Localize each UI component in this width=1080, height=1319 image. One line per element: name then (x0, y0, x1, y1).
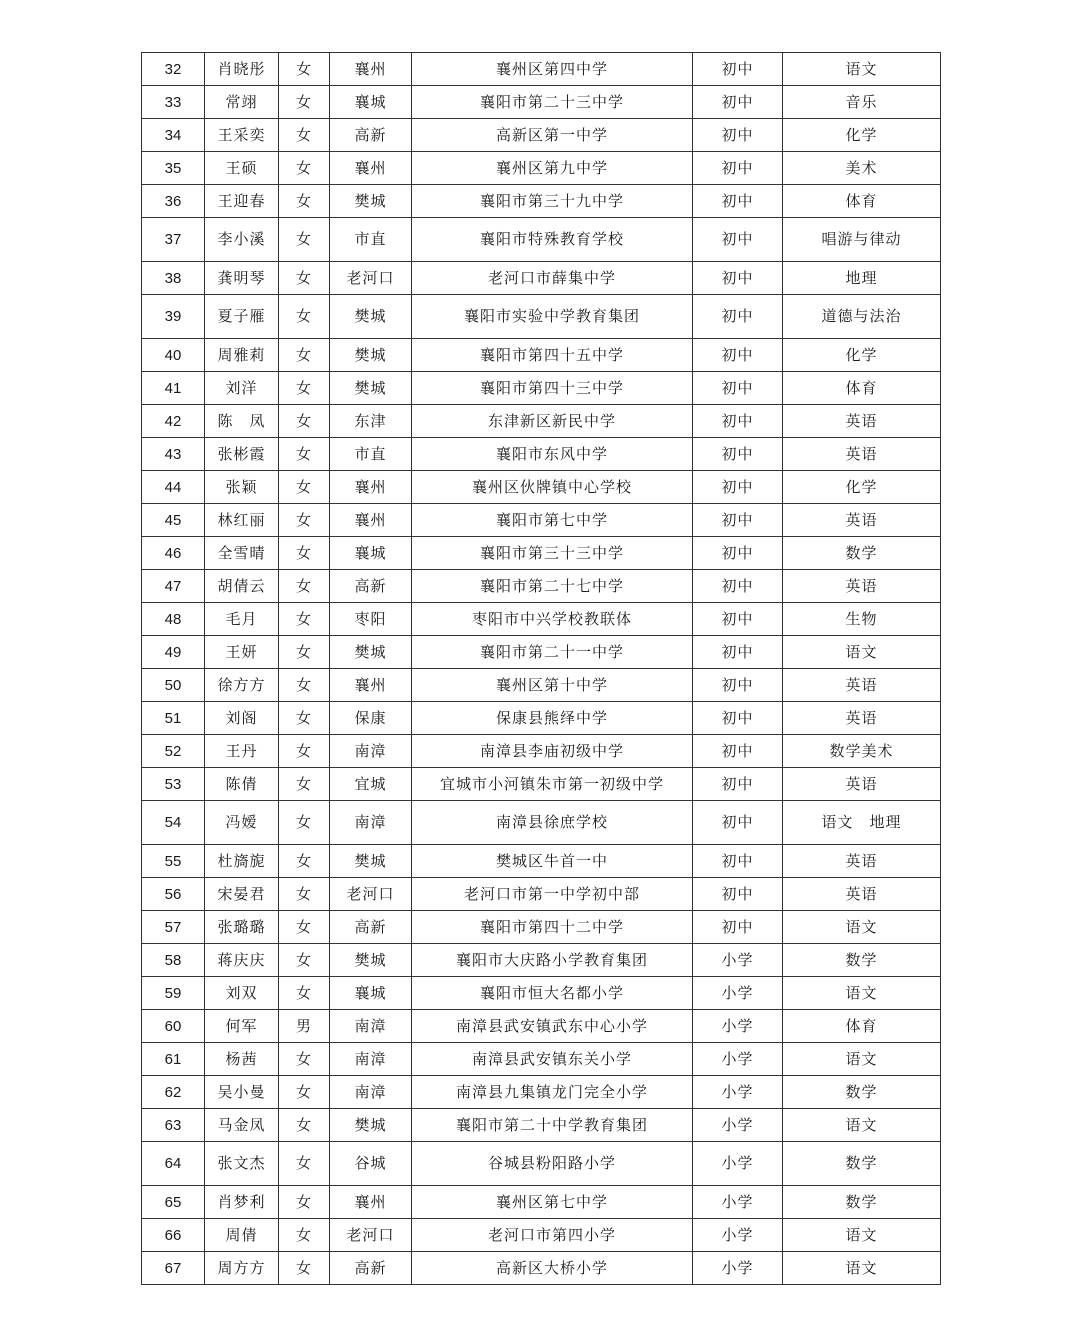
cell-level: 小学 (693, 1109, 783, 1142)
cell-gender: 女 (279, 977, 330, 1010)
table-row (142, 768, 941, 801)
cell-number: 44 (142, 471, 205, 504)
cell-subject: 体育 (783, 185, 941, 218)
cell-school: 樊城区牛首一中 (412, 845, 693, 878)
cell-number: 46 (142, 537, 205, 570)
cell-name: 周倩 (205, 1219, 279, 1252)
cell-level: 初中 (693, 152, 783, 185)
cell-school: 南漳县李庙初级中学 (412, 735, 693, 768)
cell-level: 小学 (693, 1186, 783, 1219)
cell-level: 初中 (693, 570, 783, 603)
cell-number: 56 (142, 878, 205, 911)
cell-gender: 女 (279, 185, 330, 218)
cell-gender: 女 (279, 878, 330, 911)
cell-subject: 数学 (783, 944, 941, 977)
table-row (142, 471, 941, 504)
cell-level: 初中 (693, 295, 783, 339)
cell-name: 马金凤 (205, 1109, 279, 1142)
cell-level: 初中 (693, 636, 783, 669)
cell-subject: 语文 (783, 1043, 941, 1076)
cell-gender: 女 (279, 1252, 330, 1285)
cell-subject: 美术 (783, 152, 941, 185)
cell-number: 40 (142, 339, 205, 372)
cell-name: 王迎春 (205, 185, 279, 218)
cell-level: 初中 (693, 339, 783, 372)
cell-region: 南漳 (330, 735, 412, 768)
cell-level: 初中 (693, 504, 783, 537)
cell-gender: 女 (279, 669, 330, 702)
cell-region: 南漳 (330, 1076, 412, 1109)
cell-name: 刘双 (205, 977, 279, 1010)
table-row (142, 438, 941, 471)
cell-subject: 英语 (783, 845, 941, 878)
cell-gender: 女 (279, 119, 330, 152)
cell-school: 襄阳市恒大名都小学 (412, 977, 693, 1010)
table-row (142, 152, 941, 185)
cell-number: 32 (142, 53, 205, 86)
table-row (142, 295, 941, 339)
cell-gender: 女 (279, 339, 330, 372)
cell-gender: 男 (279, 1010, 330, 1043)
cell-level: 初中 (693, 537, 783, 570)
cell-name: 肖梦利 (205, 1186, 279, 1219)
cell-gender: 女 (279, 1219, 330, 1252)
cell-subject: 唱游与律动 (783, 218, 941, 262)
cell-school: 谷城县粉阳路小学 (412, 1142, 693, 1186)
table-row (142, 735, 941, 768)
cell-name: 徐方方 (205, 669, 279, 702)
cell-name: 周雅莉 (205, 339, 279, 372)
cell-level: 初中 (693, 262, 783, 295)
cell-subject: 英语 (783, 570, 941, 603)
cell-number: 61 (142, 1043, 205, 1076)
cell-level: 初中 (693, 471, 783, 504)
cell-region: 南漳 (330, 801, 412, 845)
cell-gender: 女 (279, 1076, 330, 1109)
table-row (142, 1252, 941, 1285)
cell-name: 毛月 (205, 603, 279, 636)
cell-subject: 数学美术 (783, 735, 941, 768)
cell-gender: 女 (279, 603, 330, 636)
cell-gender: 女 (279, 405, 330, 438)
cell-subject: 英语 (783, 504, 941, 537)
cell-number: 37 (142, 218, 205, 262)
cell-name: 张璐璐 (205, 911, 279, 944)
cell-region: 樊城 (330, 339, 412, 372)
cell-subject: 英语 (783, 878, 941, 911)
cell-school: 老河口市第一中学初中部 (412, 878, 693, 911)
table-row (142, 119, 941, 152)
cell-region: 枣阳 (330, 603, 412, 636)
cell-gender: 女 (279, 944, 330, 977)
cell-region: 高新 (330, 570, 412, 603)
cell-level: 初中 (693, 438, 783, 471)
cell-gender: 女 (279, 768, 330, 801)
cell-region: 宜城 (330, 768, 412, 801)
cell-region: 襄州 (330, 471, 412, 504)
cell-number: 45 (142, 504, 205, 537)
cell-level: 初中 (693, 372, 783, 405)
cell-region: 襄州 (330, 504, 412, 537)
cell-subject: 语文 (783, 1109, 941, 1142)
cell-name: 周方方 (205, 1252, 279, 1285)
cell-subject: 语文 地理 (783, 801, 941, 845)
cell-name: 王采奕 (205, 119, 279, 152)
cell-gender: 女 (279, 504, 330, 537)
cell-level: 小学 (693, 1076, 783, 1109)
cell-number: 57 (142, 911, 205, 944)
cell-name: 夏子雁 (205, 295, 279, 339)
cell-number: 42 (142, 405, 205, 438)
cell-gender: 女 (279, 262, 330, 295)
cell-number: 39 (142, 295, 205, 339)
cell-school: 襄州区第九中学 (412, 152, 693, 185)
cell-level: 小学 (693, 1142, 783, 1186)
table-row (142, 339, 941, 372)
table-row (142, 944, 941, 977)
cell-school: 襄阳市第三十九中学 (412, 185, 693, 218)
cell-name: 冯嫒 (205, 801, 279, 845)
cell-gender: 女 (279, 1142, 330, 1186)
cell-gender: 女 (279, 471, 330, 504)
cell-number: 65 (142, 1186, 205, 1219)
cell-gender: 女 (279, 1186, 330, 1219)
cell-region: 樊城 (330, 944, 412, 977)
cell-gender: 女 (279, 295, 330, 339)
table-row (142, 911, 941, 944)
roster-body (142, 53, 941, 1285)
cell-level: 初中 (693, 845, 783, 878)
cell-gender: 女 (279, 218, 330, 262)
cell-region: 樊城 (330, 372, 412, 405)
cell-level: 初中 (693, 86, 783, 119)
cell-school: 襄阳市东风中学 (412, 438, 693, 471)
table-row (142, 405, 941, 438)
cell-subject: 英语 (783, 438, 941, 471)
cell-school: 襄阳市第七中学 (412, 504, 693, 537)
cell-gender: 女 (279, 570, 330, 603)
cell-region: 高新 (330, 119, 412, 152)
cell-school: 襄阳市第四十五中学 (412, 339, 693, 372)
cell-gender: 女 (279, 845, 330, 878)
table-row (142, 1219, 941, 1252)
cell-number: 58 (142, 944, 205, 977)
table-row (142, 702, 941, 735)
cell-school: 枣阳市中兴学校教联体 (412, 603, 693, 636)
cell-name: 蒋庆庆 (205, 944, 279, 977)
cell-number: 55 (142, 845, 205, 878)
cell-subject: 英语 (783, 768, 941, 801)
cell-number: 67 (142, 1252, 205, 1285)
cell-subject: 语文 (783, 911, 941, 944)
cell-subject: 体育 (783, 1010, 941, 1043)
cell-subject: 化学 (783, 339, 941, 372)
table-row (142, 1010, 941, 1043)
cell-number: 49 (142, 636, 205, 669)
cell-school: 襄阳市大庆路小学教育集团 (412, 944, 693, 977)
cell-subject: 英语 (783, 702, 941, 735)
cell-region: 谷城 (330, 1142, 412, 1186)
cell-school: 襄阳市第二十七中学 (412, 570, 693, 603)
cell-level: 初中 (693, 405, 783, 438)
cell-school: 老河口市薛集中学 (412, 262, 693, 295)
cell-level: 小学 (693, 1010, 783, 1043)
cell-level: 初中 (693, 119, 783, 152)
table-row (142, 1076, 941, 1109)
table-row (142, 1109, 941, 1142)
cell-region: 东津 (330, 405, 412, 438)
cell-region: 樊城 (330, 636, 412, 669)
cell-subject: 化学 (783, 471, 941, 504)
cell-number: 54 (142, 801, 205, 845)
cell-region: 市直 (330, 218, 412, 262)
cell-level: 初中 (693, 603, 783, 636)
cell-level: 初中 (693, 218, 783, 262)
cell-gender: 女 (279, 53, 330, 86)
cell-region: 樊城 (330, 845, 412, 878)
cell-subject: 英语 (783, 669, 941, 702)
cell-subject: 数学 (783, 1076, 941, 1109)
cell-number: 38 (142, 262, 205, 295)
cell-region: 襄州 (330, 1186, 412, 1219)
cell-level: 初中 (693, 53, 783, 86)
cell-name: 龚明琴 (205, 262, 279, 295)
cell-level: 初中 (693, 669, 783, 702)
cell-number: 66 (142, 1219, 205, 1252)
cell-school: 南漳县武安镇武东中心小学 (412, 1010, 693, 1043)
cell-name: 吴小曼 (205, 1076, 279, 1109)
cell-gender: 女 (279, 702, 330, 735)
cell-region: 襄城 (330, 977, 412, 1010)
table-row (142, 669, 941, 702)
cell-region: 襄城 (330, 86, 412, 119)
cell-school: 襄州区第十中学 (412, 669, 693, 702)
cell-name: 刘洋 (205, 372, 279, 405)
cell-gender: 女 (279, 86, 330, 119)
cell-name: 张文杰 (205, 1142, 279, 1186)
cell-subject: 道德与法治 (783, 295, 941, 339)
cell-number: 64 (142, 1142, 205, 1186)
cell-name: 陈 凤 (205, 405, 279, 438)
cell-region: 襄州 (330, 669, 412, 702)
cell-level: 初中 (693, 702, 783, 735)
cell-name: 王硕 (205, 152, 279, 185)
cell-number: 53 (142, 768, 205, 801)
cell-name: 全雪晴 (205, 537, 279, 570)
table-row (142, 1043, 941, 1076)
table-row (142, 53, 941, 86)
cell-gender: 女 (279, 636, 330, 669)
table-row (142, 372, 941, 405)
cell-school: 襄阳市第二十三中学 (412, 86, 693, 119)
cell-number: 62 (142, 1076, 205, 1109)
cell-name: 胡倩云 (205, 570, 279, 603)
cell-school: 南漳县武安镇东关小学 (412, 1043, 693, 1076)
table-row (142, 603, 941, 636)
table-row (142, 218, 941, 262)
cell-number: 34 (142, 119, 205, 152)
cell-gender: 女 (279, 152, 330, 185)
cell-name: 张颖 (205, 471, 279, 504)
table-row (142, 185, 941, 218)
table-row (142, 262, 941, 295)
cell-level: 小学 (693, 1043, 783, 1076)
cell-level: 小学 (693, 1252, 783, 1285)
cell-school: 东津新区新民中学 (412, 405, 693, 438)
cell-subject: 语文 (783, 1219, 941, 1252)
cell-school: 高新区大桥小学 (412, 1252, 693, 1285)
cell-school: 襄州区伙牌镇中心学校 (412, 471, 693, 504)
cell-number: 63 (142, 1109, 205, 1142)
cell-region: 南漳 (330, 1043, 412, 1076)
cell-subject: 数学 (783, 1142, 941, 1186)
cell-school: 南漳县徐庶学校 (412, 801, 693, 845)
cell-gender: 女 (279, 1043, 330, 1076)
cell-number: 43 (142, 438, 205, 471)
cell-school: 襄阳市第四十二中学 (412, 911, 693, 944)
cell-region: 樊城 (330, 185, 412, 218)
cell-name: 王丹 (205, 735, 279, 768)
cell-number: 50 (142, 669, 205, 702)
table-row (142, 86, 941, 119)
cell-number: 35 (142, 152, 205, 185)
cell-school: 宜城市小河镇朱市第一初级中学 (412, 768, 693, 801)
cell-school: 襄州区第四中学 (412, 53, 693, 86)
cell-level: 小学 (693, 944, 783, 977)
cell-number: 36 (142, 185, 205, 218)
cell-level: 初中 (693, 768, 783, 801)
cell-region: 樊城 (330, 1109, 412, 1142)
cell-school: 襄阳市第四十三中学 (412, 372, 693, 405)
cell-number: 33 (142, 86, 205, 119)
cell-level: 初中 (693, 878, 783, 911)
table-row (142, 1186, 941, 1219)
cell-region: 襄州 (330, 53, 412, 86)
cell-name: 杨茜 (205, 1043, 279, 1076)
cell-gender: 女 (279, 1109, 330, 1142)
cell-number: 60 (142, 1010, 205, 1043)
cell-school: 襄阳市特殊教育学校 (412, 218, 693, 262)
cell-gender: 女 (279, 735, 330, 768)
cell-subject: 数学 (783, 537, 941, 570)
cell-region: 老河口 (330, 1219, 412, 1252)
cell-number: 59 (142, 977, 205, 1010)
cell-level: 小学 (693, 977, 783, 1010)
cell-name: 张彬霞 (205, 438, 279, 471)
cell-region: 老河口 (330, 262, 412, 295)
cell-school: 襄阳市第三十三中学 (412, 537, 693, 570)
cell-gender: 女 (279, 438, 330, 471)
table-row (142, 504, 941, 537)
cell-subject: 语文 (783, 1252, 941, 1285)
cell-name: 何军 (205, 1010, 279, 1043)
cell-school: 襄州区第七中学 (412, 1186, 693, 1219)
cell-school: 南漳县九集镇龙门完全小学 (412, 1076, 693, 1109)
cell-subject: 地理 (783, 262, 941, 295)
cell-school: 襄阳市第二十中学教育集团 (412, 1109, 693, 1142)
table-row (142, 570, 941, 603)
cell-level: 小学 (693, 1219, 783, 1252)
cell-school: 襄阳市实验中学教育集团 (412, 295, 693, 339)
cell-region: 樊城 (330, 295, 412, 339)
cell-subject: 体育 (783, 372, 941, 405)
cell-subject: 英语 (783, 405, 941, 438)
cell-school: 高新区第一中学 (412, 119, 693, 152)
cell-name: 宋晏君 (205, 878, 279, 911)
cell-school: 老河口市第四小学 (412, 1219, 693, 1252)
table-row (142, 537, 941, 570)
cell-name: 王妍 (205, 636, 279, 669)
cell-school: 保康县熊绎中学 (412, 702, 693, 735)
cell-name: 肖晓彤 (205, 53, 279, 86)
cell-number: 41 (142, 372, 205, 405)
cell-name: 刘阁 (205, 702, 279, 735)
cell-region: 高新 (330, 1252, 412, 1285)
roster-table (141, 52, 941, 1285)
cell-number: 51 (142, 702, 205, 735)
cell-subject: 语文 (783, 977, 941, 1010)
cell-subject: 化学 (783, 119, 941, 152)
cell-gender: 女 (279, 537, 330, 570)
cell-subject: 数学 (783, 1186, 941, 1219)
cell-name: 林红丽 (205, 504, 279, 537)
cell-region: 老河口 (330, 878, 412, 911)
cell-number: 47 (142, 570, 205, 603)
cell-region: 高新 (330, 911, 412, 944)
table-row (142, 845, 941, 878)
cell-gender: 女 (279, 801, 330, 845)
cell-region: 市直 (330, 438, 412, 471)
cell-subject: 语文 (783, 636, 941, 669)
cell-name: 常翊 (205, 86, 279, 119)
cell-number: 52 (142, 735, 205, 768)
table-row (142, 977, 941, 1010)
table-row (142, 1142, 941, 1186)
cell-subject: 音乐 (783, 86, 941, 119)
cell-level: 初中 (693, 911, 783, 944)
cell-level: 初中 (693, 735, 783, 768)
cell-region: 襄州 (330, 152, 412, 185)
cell-name: 杜旖旎 (205, 845, 279, 878)
cell-level: 初中 (693, 185, 783, 218)
cell-name: 陈倩 (205, 768, 279, 801)
cell-subject: 语文 (783, 53, 941, 86)
cell-school: 襄阳市第二十一中学 (412, 636, 693, 669)
cell-region: 南漳 (330, 1010, 412, 1043)
cell-gender: 女 (279, 372, 330, 405)
cell-level: 初中 (693, 801, 783, 845)
table-row (142, 636, 941, 669)
cell-number: 48 (142, 603, 205, 636)
cell-subject: 生物 (783, 603, 941, 636)
table-row (142, 801, 941, 845)
cell-region: 保康 (330, 702, 412, 735)
table-row (142, 878, 941, 911)
cell-name: 李小溪 (205, 218, 279, 262)
cell-gender: 女 (279, 911, 330, 944)
cell-region: 襄城 (330, 537, 412, 570)
